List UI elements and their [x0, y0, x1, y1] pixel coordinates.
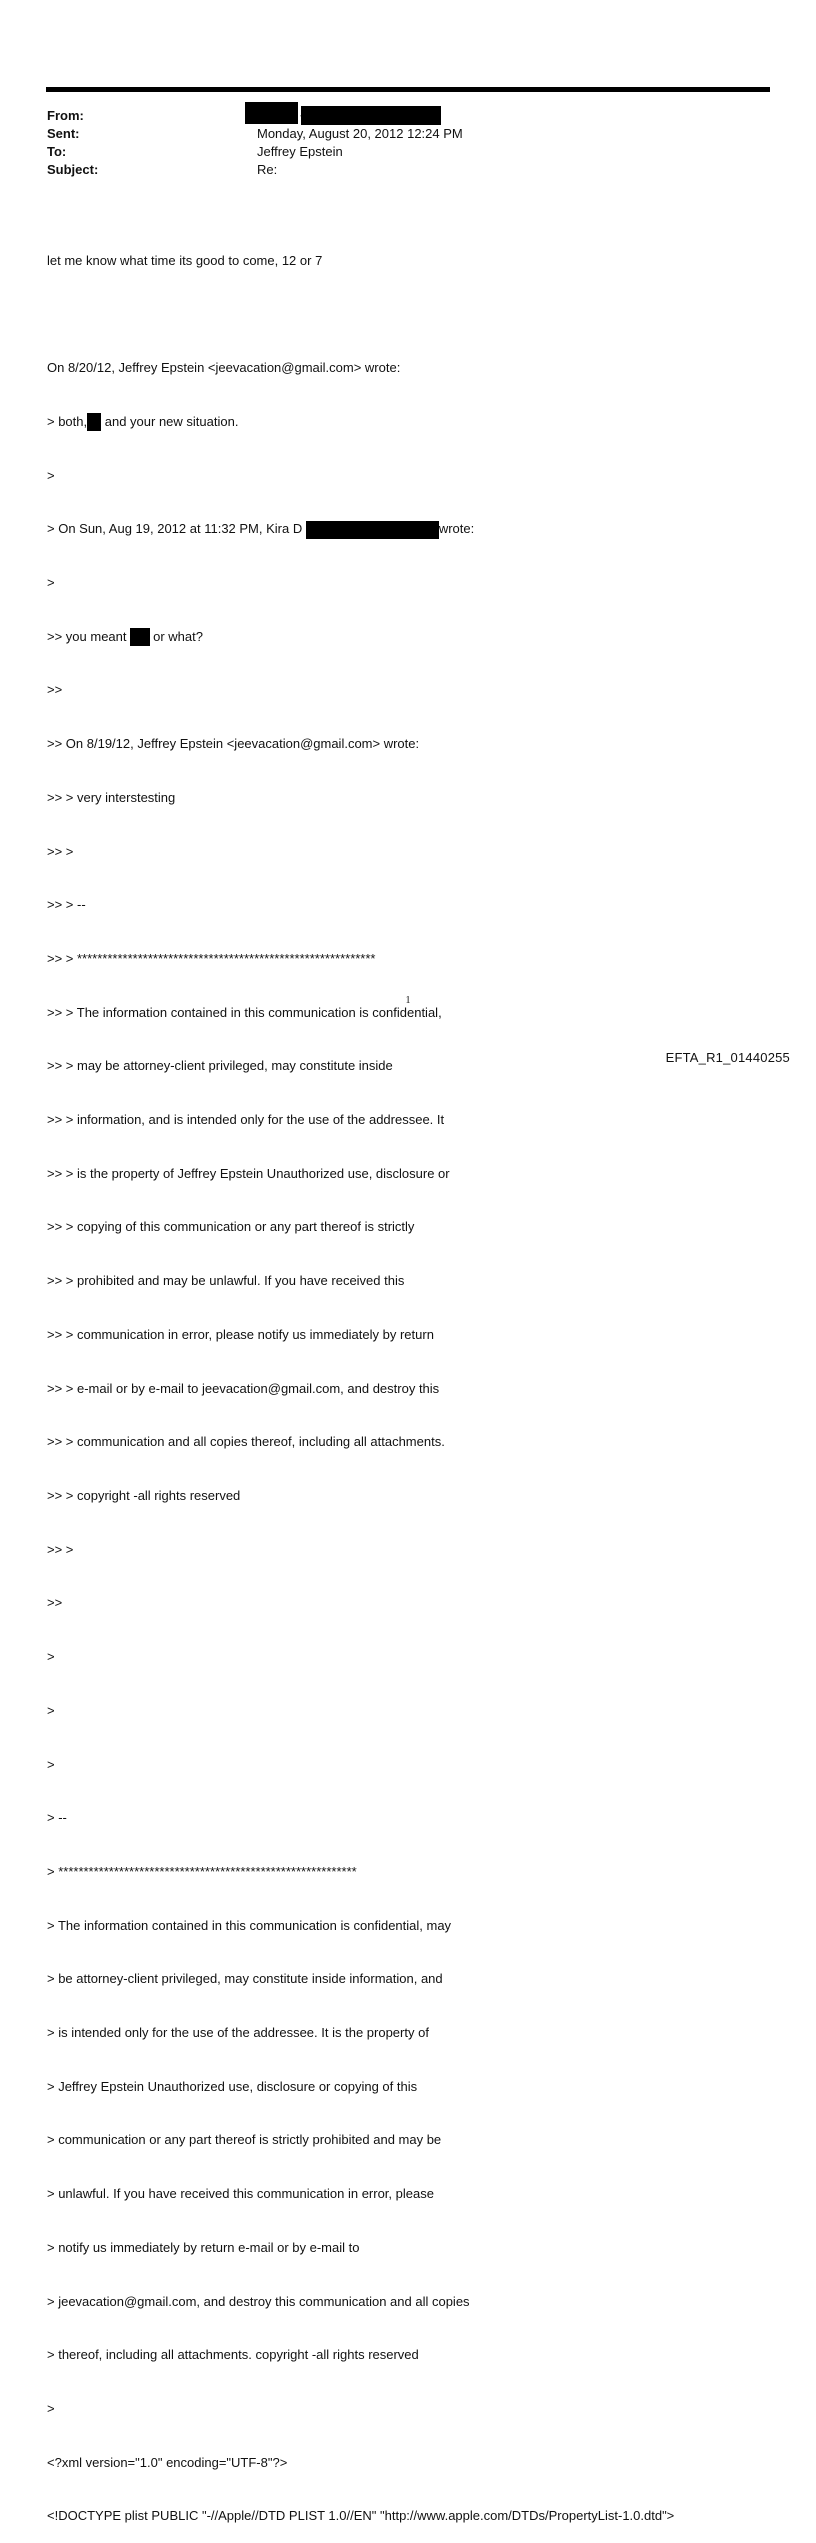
to-value: Jeffrey Epstein — [257, 144, 343, 159]
body-line: <!DOCTYPE plist PUBLIC "-//Apple//DTD PLIST 1.0//EN" "http://www.apple.com/DTDs/PropertyList-1.0.dtd"> — [47, 2508, 675, 2524]
body-line: >> On 8/19/12, Jeffrey Epstein <jeevacation@gmail.com> wrote: — [47, 736, 420, 752]
body-line: >> — [47, 682, 63, 698]
body-text-segment: > both, — [47, 413, 88, 429]
body-line: > communication or any part thereof is strictly prohibited and may be — [47, 2132, 442, 2148]
body-line: > — [47, 575, 55, 591]
body-line — [47, 306, 777, 324]
body-line: >> > copyright -all rights reserved — [47, 1487, 241, 1503]
body-line: > be attorney-client privileged, may constitute inside information, and — [47, 1971, 443, 1987]
redaction-block — [306, 521, 439, 539]
body-line: >> > *********************************************************** — [47, 950, 376, 966]
body-line: > The information contained in this communication is confidential, may — [47, 1917, 452, 1933]
redaction-block — [130, 628, 150, 646]
body-line: >> > copying of this communication or any part thereof is strictly — [47, 1219, 415, 1235]
body-text-segment: >> you meant — [47, 628, 127, 644]
body-line: > — [47, 467, 55, 483]
body-line: > is intended only for the use of the addressee. It is the property of — [47, 2025, 429, 2041]
body-text-segment: wrote: — [438, 521, 475, 537]
body-line: > unlawful. If you have received this communication in error, please — [47, 2186, 434, 2202]
body-line: > — [47, 2400, 55, 2416]
from-label: From: — [47, 108, 84, 123]
subject-value: Re: — [257, 162, 278, 177]
body-line: >> > very interstesting — [47, 789, 176, 805]
body-text-segment: > On Sun, Aug 19, 2012 at 11:32 PM, Kira D — [47, 521, 306, 537]
body-line: >> > communication in error, please notify us immediately by return — [47, 1326, 434, 1342]
body-line: >> > is the property of Jeffrey Epstein Unauthorized use, disclosure or — [47, 1165, 450, 1181]
body-text-segment: or what? — [149, 628, 203, 644]
body-line: >> > The information contained in this communication is confidential, — [47, 1004, 442, 1020]
to-label: To: — [47, 144, 67, 159]
body-line: >> — [47, 1595, 63, 1611]
body-line: > jeevacation@gmail.com, and destroy this communication and all copies — [47, 2293, 470, 2309]
body-line: > thereof, including all attachments. copyright -all rights reserved — [47, 2347, 419, 2363]
to-row — [47, 143, 343, 161]
body-line: let me know what time its good to come, 12 or 7 — [47, 252, 323, 268]
body-line — [47, 413, 777, 431]
subject-label: Subject: — [47, 162, 99, 177]
sent-value: Monday, August 20, 2012 12:24 PM — [257, 126, 463, 141]
body-line: > -- — [47, 1810, 67, 1826]
body-line: >> > -- — [47, 897, 86, 913]
body-line — [47, 628, 777, 646]
email-body — [47, 216, 777, 2543]
body-line: <?xml version="1.0" encoding="UTF-8"?> — [47, 2454, 288, 2470]
body-line: >> > e-mail or by e-mail to jeevacation@gmail.com, and destroy this — [47, 1380, 440, 1396]
body-line — [47, 520, 777, 538]
header-rule — [46, 87, 770, 92]
body-line: >> > may be attorney-client privileged, may constitute inside — [47, 1058, 393, 1074]
body-line: > notify us immediately by return e-mail or by e-mail to — [47, 2239, 360, 2255]
body-line: >> > communication and all copies thereof, including all attachments. — [47, 1434, 445, 1450]
body-line: > — [47, 1702, 55, 1718]
sent-label: Sent: — [47, 126, 80, 141]
body-line: >> > information, and is intended only for the use of the addressee. It — [47, 1112, 445, 1128]
body-line: > *********************************************************** — [47, 1863, 357, 1879]
body-line — [47, 359, 777, 377]
from-email-redaction — [301, 106, 441, 125]
redaction-block — [87, 413, 101, 431]
from-name-redaction — [245, 102, 298, 124]
body-line: > — [47, 1649, 55, 1665]
body-line: > — [47, 1756, 55, 1772]
body-line: >> > prohibited and may be unlawful. If you have received this — [47, 1273, 405, 1289]
quote-header-text: On 8/20/12, Jeffrey Epstein <jeevacation@gmail.com> wrote: — [47, 360, 401, 376]
subject-row — [47, 161, 278, 179]
from-row — [47, 107, 247, 125]
body-line: >> > — [47, 1541, 74, 1557]
body-line: > Jeffrey Epstein Unauthorized use, disclosure or copying of this — [47, 2078, 418, 2094]
body-line: >> > — [47, 843, 74, 859]
document-id: EFTA_R1_01440255 — [665, 1050, 790, 1065]
sent-row — [47, 125, 463, 143]
body-text-segment: and your new situation. — [101, 413, 239, 429]
page-number: 1 — [405, 995, 411, 1006]
